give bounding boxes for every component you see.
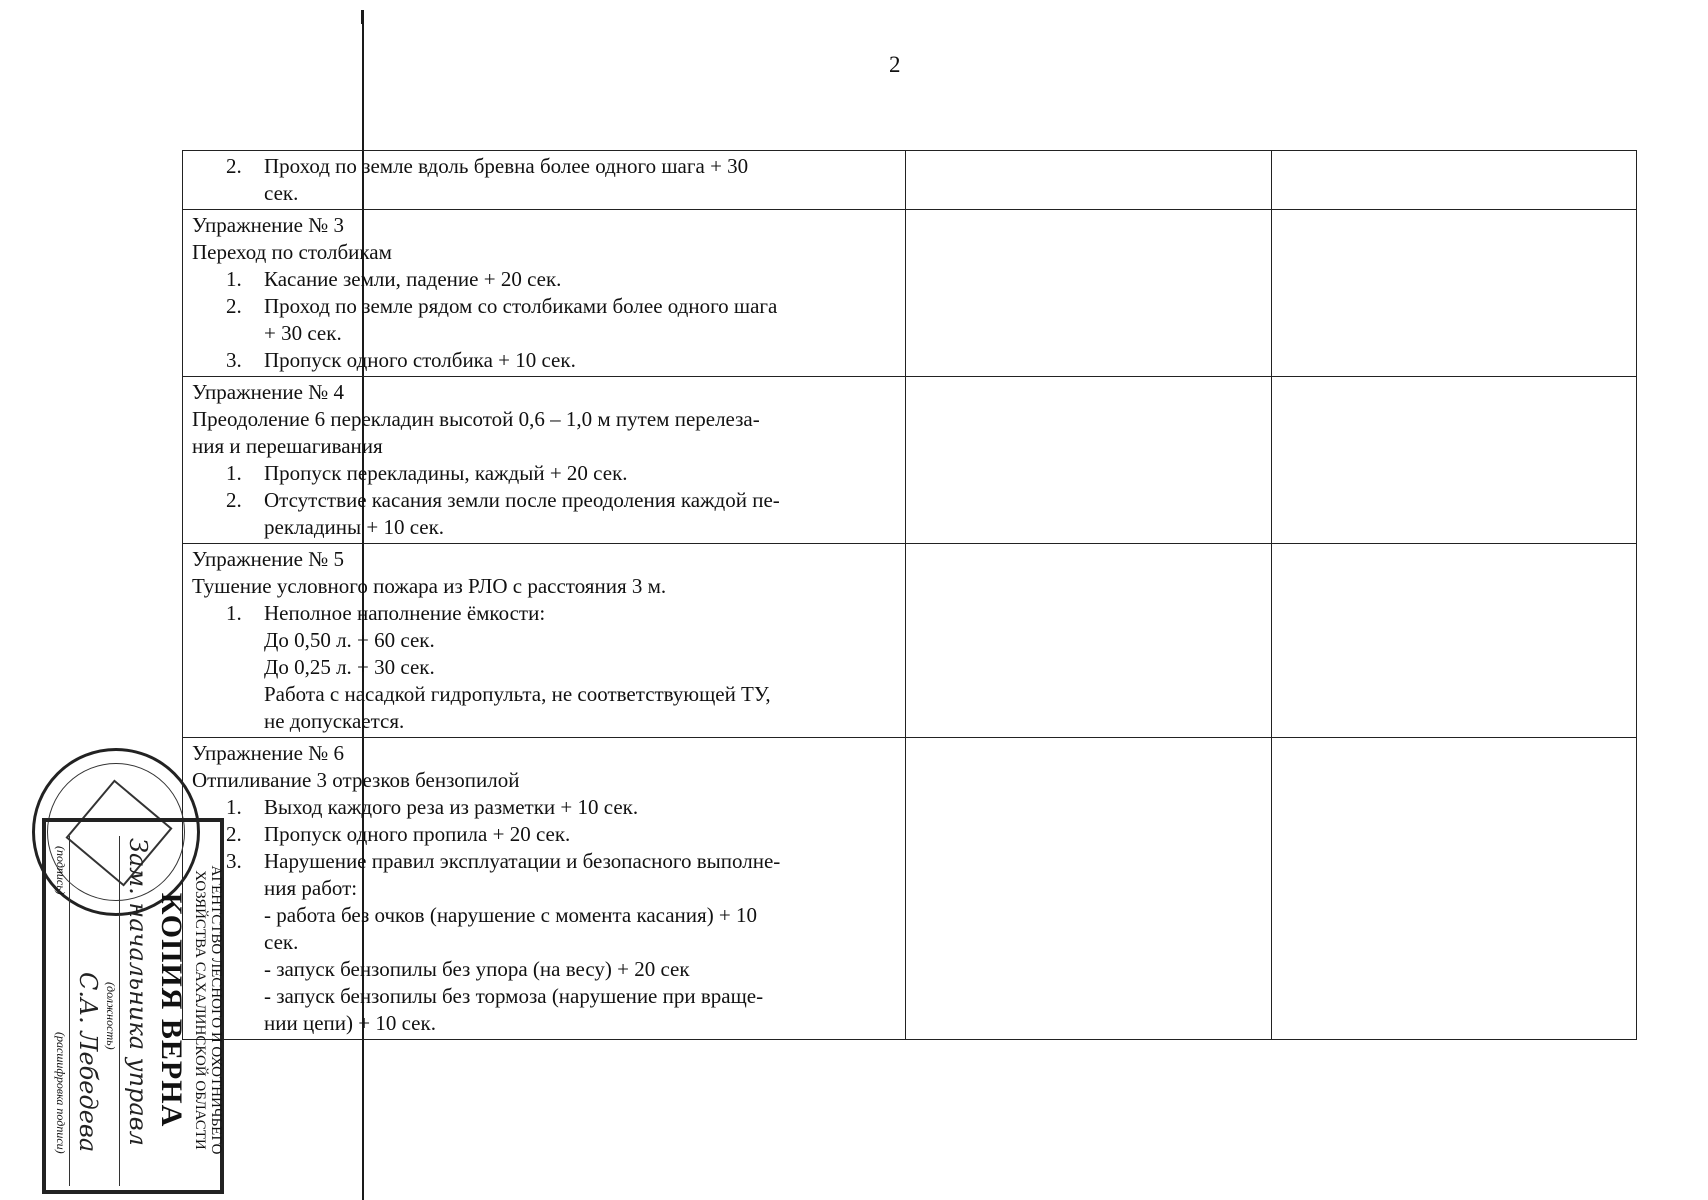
penalty-number: 2. — [226, 294, 242, 318]
penalty-item — [192, 460, 901, 487]
penalty-text-line: + 30 сек. — [264, 321, 342, 345]
penalty-number: 1. — [226, 461, 242, 485]
stamp-agency-line1: АГЕНТСТВО ЛЕСНОГО И ОХОТНИЧЬЕГО — [208, 865, 224, 1155]
position-caption: (должность) — [104, 982, 118, 1050]
position-line — [119, 836, 120, 1186]
penalty-number: 1. — [226, 267, 242, 291]
empty-cell — [1272, 377, 1637, 544]
exercise-description: Преодоление 6 перекладин высотой 0,6 – 1,0 м путем перелеза- ния и перешагивания — [192, 407, 760, 458]
table-row — [183, 377, 1637, 544]
empty-cell — [1272, 738, 1637, 1040]
empty-cell — [1272, 151, 1637, 210]
exercise-title: Упражнение № 5 — [192, 547, 344, 571]
penalty-text-line: - запуск бензопилы без упора (на весу) + 20 сек — [264, 957, 690, 981]
exercise-cell — [183, 544, 906, 738]
empty-cell — [906, 151, 1272, 210]
penalty-text-line: рекладины + 10 сек. — [264, 515, 445, 539]
exercise-description: Отпиливание 3 отрезков бензопилой — [192, 768, 520, 792]
penalty-table — [182, 150, 1637, 1040]
penalty-text-line: Проход по земле рядом со столбиками более одного шага — [264, 294, 778, 318]
penalty-text-line: - работа без очков (нарушение с момента касания) + 10 — [264, 903, 758, 927]
table-row — [183, 151, 1637, 210]
table-row — [183, 210, 1637, 377]
penalty-text-line: сек. — [264, 181, 299, 205]
penalty-number: 1. — [226, 795, 242, 819]
penalty-item — [192, 600, 901, 735]
penalty-text-line: До 0,50 л. + 60 сек. — [264, 628, 435, 652]
table-row — [183, 544, 1637, 738]
exercise-cell — [183, 151, 906, 210]
photocopy-artifact-tick — [361, 10, 364, 24]
signature-line — [69, 836, 70, 1186]
stamp-title: КОПИЯ ВЕРНА — [155, 892, 188, 1128]
penalty-text-line: Отсутствие касания земли после преодоления каждой пе- — [264, 488, 780, 512]
penalty-number: 2. — [226, 488, 242, 512]
exercise-title: Упражнение № 3 — [192, 213, 344, 237]
penalty-number: 2. — [226, 154, 242, 178]
penalty-number: 3. — [226, 348, 242, 372]
decode-caption: (расшифровка подписи) — [54, 1032, 68, 1154]
penalty-item — [192, 848, 901, 1037]
penalty-number: 1. — [226, 601, 242, 625]
penalty-text-line: Касание земли, падение + 20 сек. — [264, 267, 562, 291]
exercise-title: Упражнение № 4 — [192, 380, 344, 404]
exercise-cell — [183, 738, 906, 1040]
penalty-text-line: Нарушение правил эксплуатации и безопасного выполне- — [264, 849, 781, 873]
penalty-text-line: ния работ: — [264, 876, 358, 900]
penalty-item — [192, 153, 901, 207]
penalty-list — [192, 460, 901, 541]
penalty-number: 3. — [226, 849, 242, 873]
exercise-title: Упражнение № 6 — [192, 741, 344, 765]
penalty-item — [192, 821, 901, 848]
penalty-list — [192, 600, 901, 735]
penalty-text-line: Работа с насадкой гидропульта, не соответствующей ТУ, — [264, 682, 771, 706]
page-number: 2 — [889, 52, 901, 77]
empty-cell — [906, 738, 1272, 1040]
table-row — [183, 738, 1637, 1040]
exercise-cell — [183, 377, 906, 544]
exercise-description: Переход по столбикам — [192, 240, 392, 264]
penalty-list — [192, 794, 901, 1037]
stamp-agency — [192, 830, 224, 1190]
exercise-description: Тушение условного пожара из РЛО с расстояния 3 м. — [192, 574, 667, 598]
penalty-item — [192, 266, 901, 293]
empty-cell — [1272, 544, 1637, 738]
handwritten-position: Зам. начальника управл — [124, 838, 152, 1146]
penalty-text-line: Пропуск перекладины, каждый + 20 сек. — [264, 461, 628, 485]
penalty-item — [192, 794, 901, 821]
empty-cell — [906, 377, 1272, 544]
exercise-cell — [183, 210, 906, 377]
penalty-item — [192, 293, 901, 347]
copy-verified-stamp — [42, 818, 224, 1194]
penalty-text-line: Неполное наполнение ёмкости: — [264, 601, 546, 625]
penalty-item — [192, 347, 901, 374]
penalty-text-line: Проход по земле вдоль бревна более одного шага + 30 — [264, 154, 749, 178]
stamp-agency-line2: ХОЗЯЙСТВА САХАЛИНСКОЙ ОБЛАСТИ — [192, 870, 208, 1150]
penalty-text-line: Выход каждого реза из разметки + 10 сек. — [264, 795, 639, 819]
penalty-text-line: - запуск бензопилы без тормоза (нарушение при враще- — [264, 984, 764, 1008]
signature-caption: (подпись) — [54, 846, 68, 895]
penalty-item — [192, 487, 901, 541]
penalty-text-line: Пропуск одного пропила + 20 сек. — [264, 822, 571, 846]
penalty-text-line: До 0,25 л. + 30 сек. — [264, 655, 435, 679]
penalty-list — [192, 153, 901, 207]
penalty-text-line: сек. — [264, 930, 299, 954]
penalty-list — [192, 266, 901, 374]
penalty-number: 2. — [226, 822, 242, 846]
empty-cell — [906, 210, 1272, 377]
penalty-text-line: не допускается. — [264, 709, 405, 733]
empty-cell — [906, 544, 1272, 738]
penalty-text-line: нии цепи) + 10 сек. — [264, 1011, 436, 1035]
empty-cell — [1272, 210, 1637, 377]
handwritten-name: С.А. Лебедева — [74, 972, 102, 1153]
penalty-text-line: Пропуск одного столбика + 10 сек. — [264, 348, 576, 372]
